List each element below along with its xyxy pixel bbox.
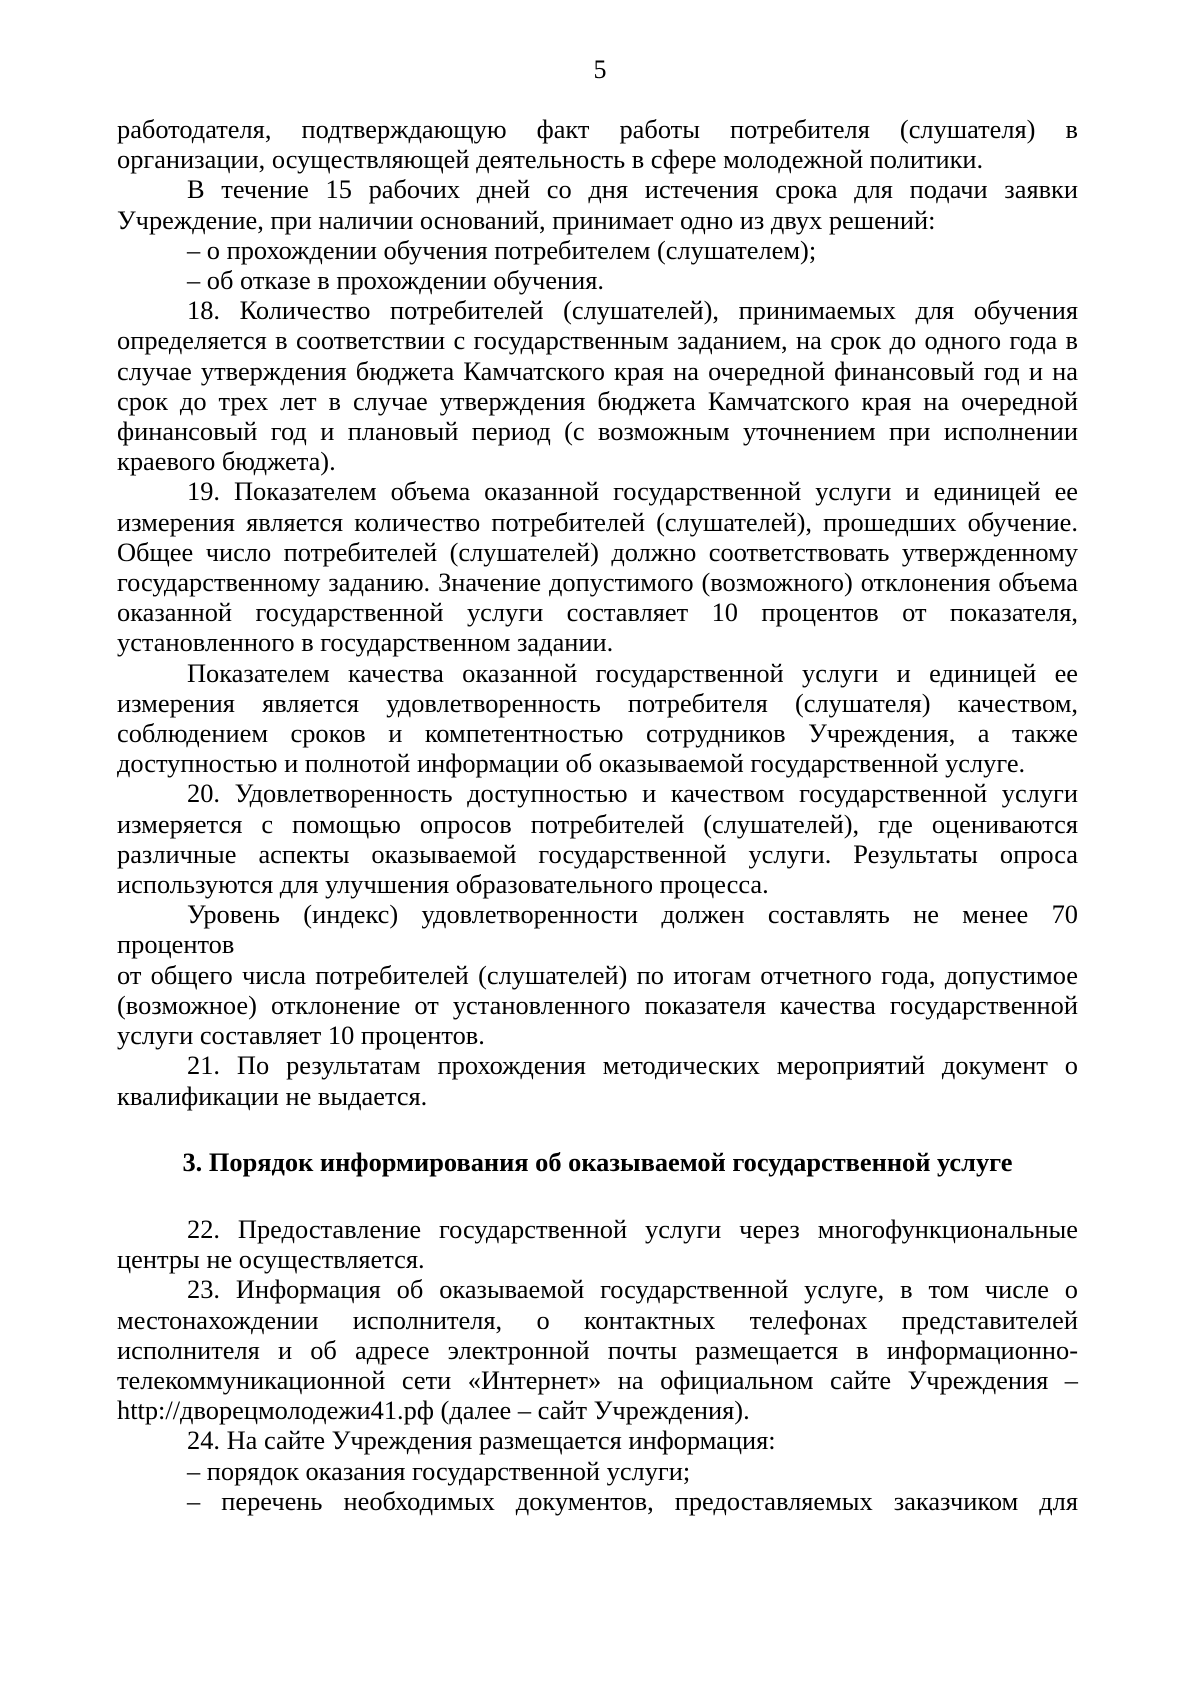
paragraph: Уровень (индекс) удовлетворенности должен составлять не менее 70 процентов	[117, 899, 1078, 960]
paragraph: 21. По результатам прохождения методических мероприятий документ о	[187, 1050, 1078, 1081]
list-item: – перечень необходимых документов, предоставляемых заказчиком для	[187, 1485, 1078, 1516]
document-body	[117, 114, 1078, 1516]
paragraph: исполнителя и об адресе электронной почты размещается в информационно-	[117, 1334, 1078, 1365]
paragraph: 18. Количество потребителей (слушателей), принимаемых для обучения	[187, 295, 1078, 326]
paragraph: измерения является удовлетворенность потребителя (слушателя) качеством,	[117, 687, 1078, 718]
paragraph: 24. На сайте Учреждения размещается информация:	[187, 1425, 776, 1456]
paragraph: 19. Показателем объема оказанной государственной услуги и единицей ее	[187, 476, 1078, 507]
paragraph: телекоммуникационной сети «Интернет» на официальном сайте Учреждения –	[117, 1364, 1078, 1395]
list-item: – о прохождении обучения потребителем (слушателем);	[187, 234, 817, 265]
paragraph: квалификации не выдается.	[117, 1080, 428, 1111]
paragraph: В течение 15 рабочих дней со дня истечения срока для подачи заявки	[187, 174, 1078, 205]
paragraph: Показателем качества оказанной государственной услуги и единицей ее	[187, 657, 1078, 688]
list-item: – порядок оказания государственной услуги;	[187, 1455, 691, 1486]
paragraph: центры не осуществляется.	[117, 1244, 425, 1275]
paragraph: Учреждение, при наличии оснований, принимает одно из двух решений:	[117, 204, 936, 235]
paragraph: финансовый год и плановый период (с возможным уточнением при исполнении	[117, 416, 1078, 447]
paragraph: краевого бюджета).	[117, 446, 336, 477]
paragraph: соблюдением сроков и компетентностью сотрудников Учреждения, а также	[117, 718, 1078, 749]
paragraph: 20. Удовлетворенность доступностью и качеством государственной услуги	[187, 778, 1078, 809]
paragraph: измерения является количество потребителей (слушателей), прошедших обучение.	[117, 506, 1078, 537]
section-heading: 3. Порядок информирования об оказываемой государственной услуге	[182, 1146, 1013, 1177]
paragraph: http://дворецмолодежи41.рф (далее – сайт Учреждения).	[117, 1395, 750, 1426]
paragraph: используются для улучшения образовательного процесса.	[117, 869, 769, 900]
paragraph: организации, осуществляющей деятельность в сфере молодежной политики.	[117, 144, 984, 175]
paragraph: 22. Предоставление государственной услуги через многофункциональные	[187, 1213, 1078, 1244]
page-number: 5	[593, 55, 607, 84]
paragraph: случае утверждения бюджета Камчатского края на очередной финансовый год и на	[117, 355, 1078, 386]
paragraph: доступностью и полнотой информации об оказываемой государственной услуге.	[117, 748, 1026, 779]
paragraph: определяется в соответствии с государственным заданием, на срок до одного года в	[117, 325, 1078, 356]
paragraphs-after-heading	[117, 1214, 1078, 1516]
paragraph: (возможное) отклонение от установленного показателя качества государственной	[117, 989, 1078, 1020]
paragraph: установленного в государственном задании.	[117, 627, 614, 658]
paragraph: работодателя, подтверждающую факт работы потребителя (слушателя) в	[117, 114, 1078, 144]
paragraph: различные аспекты оказываемой государственной услуги. Результаты опроса	[117, 838, 1078, 869]
paragraph: местонахождении исполнителя, о контактных телефонах представителей	[117, 1304, 1078, 1335]
paragraph: от общего числа потребителей (слушателей) по итогам отчетного года, допустимое	[117, 959, 1078, 990]
paragraph: измеряется с помощью опросов потребителей (слушателей), где оцениваются	[117, 808, 1078, 839]
paragraph: государственному заданию. Значение допустимого (возможного) отклонения объема	[117, 567, 1078, 598]
paragraph: оказанной государственной услуги составляет 10 процентов от показателя,	[117, 597, 1078, 628]
paragraph: 23. Информация об оказываемой государственной услуге, в том числе о	[187, 1274, 1078, 1305]
list-item: – об отказе в прохождении обучения.	[187, 265, 605, 296]
paragraph: Общее число потребителей (слушателей) должно соответствовать утвержденному	[117, 536, 1078, 567]
paragraph: услуги составляет 10 процентов.	[117, 1020, 485, 1051]
paragraph: срок до трех лет в случае утверждения бюджета Камчатского края на очередной	[117, 385, 1078, 416]
paragraphs-before-heading	[117, 114, 1078, 1111]
